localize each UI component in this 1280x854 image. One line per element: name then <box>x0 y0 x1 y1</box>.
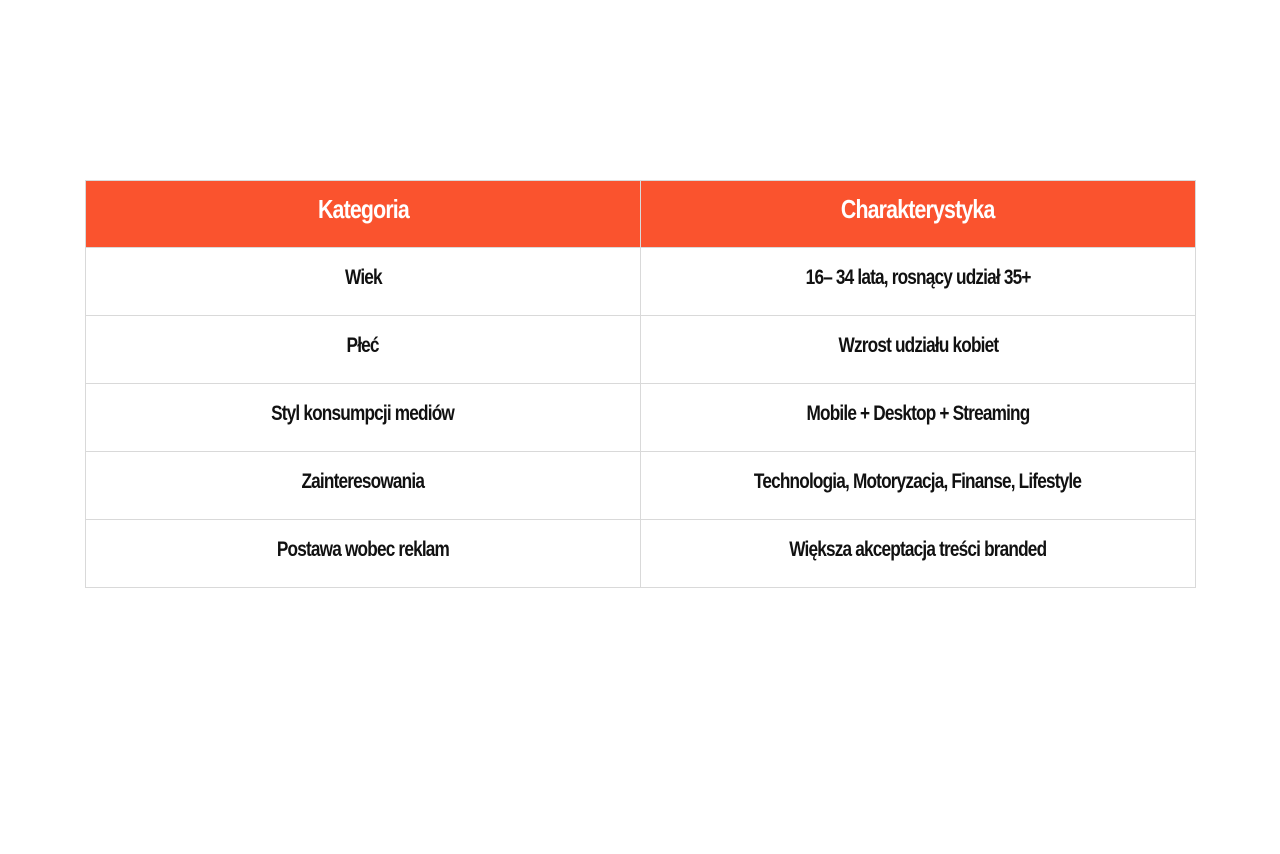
cell-category <box>86 520 641 588</box>
cell-category <box>86 452 641 520</box>
cell-text: Technologia, Motoryzacja, Finanse, Lifestyle <box>754 470 1082 493</box>
table-row <box>86 384 1196 452</box>
cell-text: Wiek <box>344 266 382 289</box>
cell-category <box>86 316 641 384</box>
characteristics-table <box>85 180 1196 588</box>
cell-text: Wzrost udziału kobiet <box>838 334 998 357</box>
cell-text: Zainteresowania <box>301 470 425 493</box>
characteristics-table-container <box>85 180 1195 588</box>
cell-text: Postawa wobec reklam <box>276 538 450 561</box>
table-row <box>86 452 1196 520</box>
table-row <box>86 316 1196 384</box>
header-characteristic <box>641 181 1196 248</box>
cell-text: Większa akceptacja treści branded <box>789 538 1047 561</box>
header-characteristic-label: Charakterystyka <box>841 194 995 224</box>
cell-category <box>86 384 641 452</box>
header-category <box>86 181 641 248</box>
cell-characteristic <box>641 248 1196 316</box>
table-header-row <box>86 181 1196 248</box>
cell-characteristic <box>641 520 1196 588</box>
cell-characteristic <box>641 316 1196 384</box>
cell-category <box>86 248 641 316</box>
cell-text: Styl konsumpcji mediów <box>271 402 455 425</box>
table-row <box>86 248 1196 316</box>
cell-text: Mobile + Desktop + Streaming <box>806 402 1030 425</box>
cell-characteristic <box>641 452 1196 520</box>
header-category-label: Kategoria <box>317 194 409 224</box>
table-row <box>86 520 1196 588</box>
cell-characteristic <box>641 384 1196 452</box>
cell-text: 16– 34 lata, rosnący udział 35+ <box>805 266 1031 289</box>
cell-text: Płeć <box>346 334 380 357</box>
